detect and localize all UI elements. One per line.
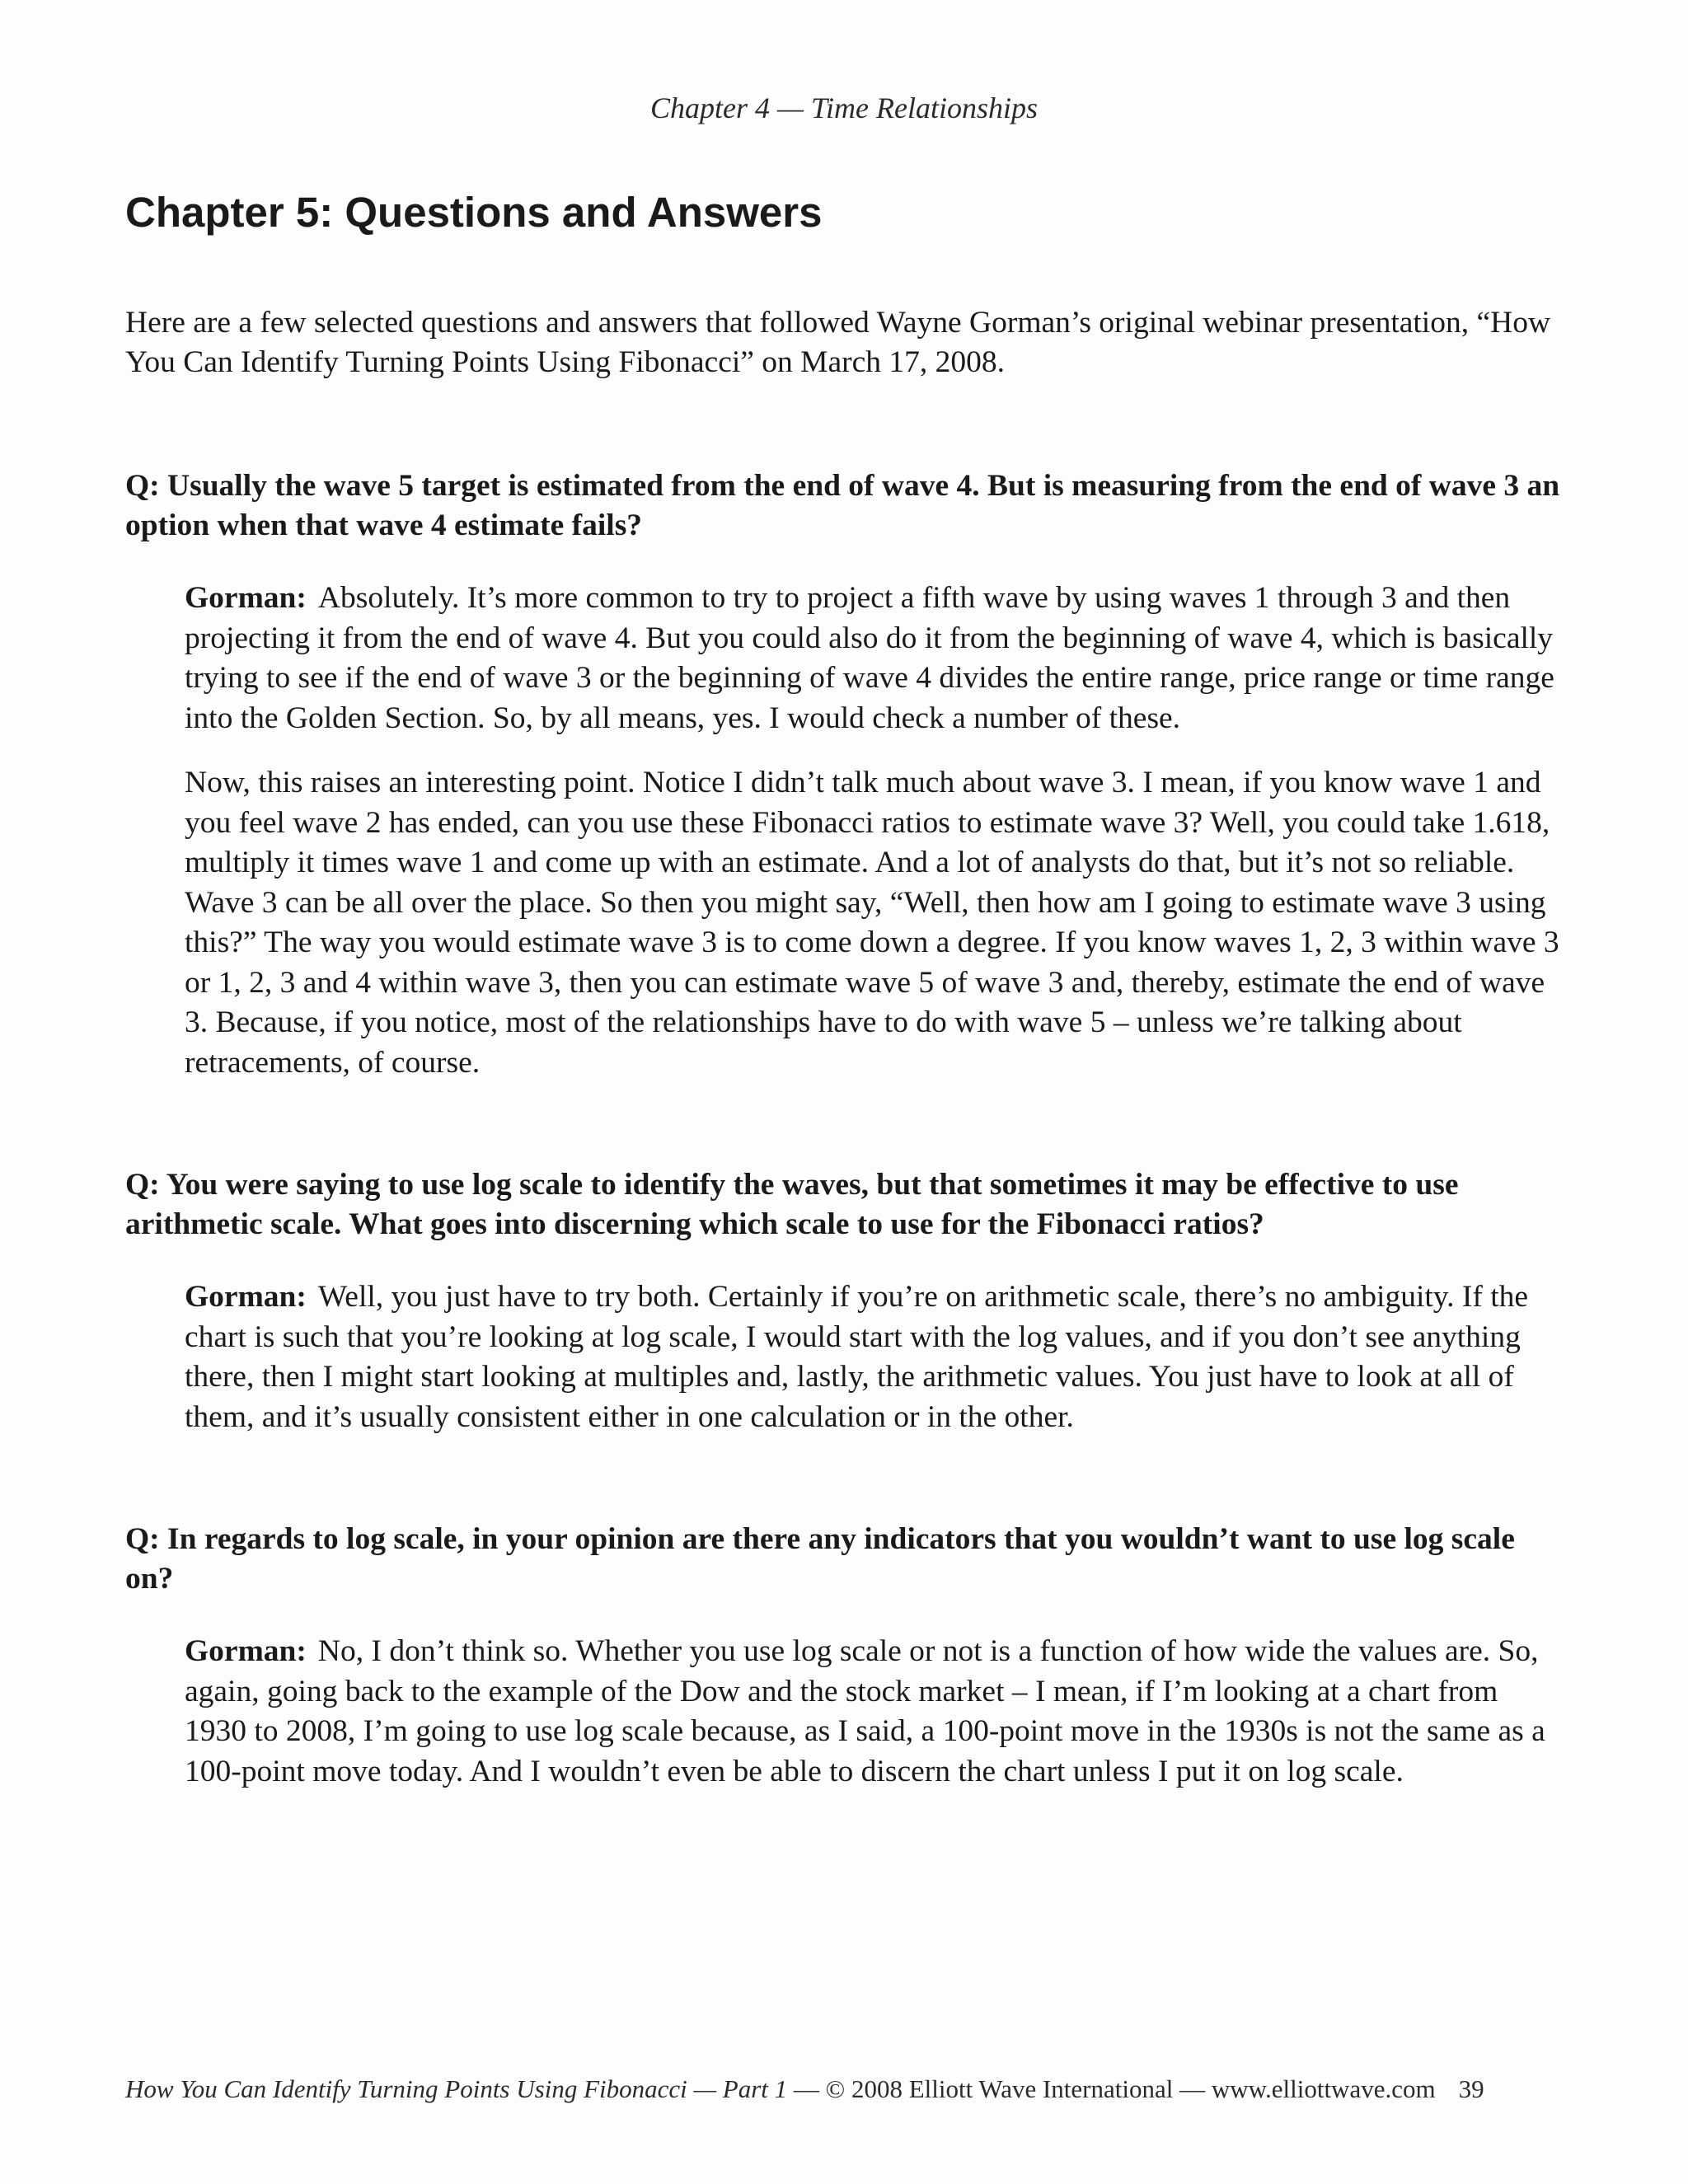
answer-text: Absolutely. It’s more common to try to project a fifth wave by using waves 1 through 3 and then projecting it from the end of wave 4. But you could also do it from the beginning of wave 4, which is basically trying to see if the end of wave 3 or the beginning of wave 4 divides the entire range, price range or time range into the Golden Section. So, by all means, yes. I would check a number of these. (185, 581, 1554, 735)
question-3: Q: In regards to log scale, in your opinion are there any indicators that you wouldn’t want to use log scale on? (125, 1522, 1515, 1596)
footer-publication-title: How You Can Identify Turning Points Using Fibonacci — Part 1 (125, 2074, 788, 2103)
qa-item-2 (125, 1165, 1565, 1437)
answer-3-paragraph-1 (185, 1632, 1565, 1792)
speaker-label: Gorman: (185, 1634, 307, 1668)
page-number: 39 (1458, 2074, 1484, 2103)
page-footer (125, 2074, 1565, 2104)
speaker-label: Gorman: (185, 581, 307, 615)
qa-item-3 (125, 1520, 1565, 1792)
answer-text: No, I don’t think so. Whether you use log scale or not is a function of how wide the values are. So, again, going back to the example of the Dow and the stock market – I mean, if I’m looking at a chart from 1930 to 2008, I’m going to use log scale because, as I said, a 100-point move in the 1930s is not the same as a 100-point move today. And I wouldn’t even be able to discern the chart unless I put it on log scale. (185, 1634, 1545, 1788)
question-1: Q: Usually the wave 5 target is estimated from the end of wave 4. But is measuring from the end of wave 3 an option when that wave 4 estimate fails? (125, 469, 1560, 542)
question-2: Q: You were saying to use log scale to identify the waves, but that sometimes it may be effective to use arithmetic scale. What goes into discerning which scale to use for the Fibonacci ratios? (125, 1168, 1459, 1241)
footer-separator: — (787, 2074, 826, 2103)
footer-copyright: © 2008 Elliott Wave International — www.elliottwave.com (825, 2074, 1436, 2103)
answer-1-paragraph-1 (185, 579, 1565, 738)
intro-paragraph: Here are a few selected questions and answers that followed Wayne Gorman’s original webinar presentation, “How You Can Identify Turning Points Using Fibonacci” on March 17, 2008. (125, 306, 1551, 379)
qa-item-1 (125, 466, 1565, 1083)
main-content (125, 303, 1565, 1816)
speaker-label: Gorman: (185, 1280, 307, 1314)
answer-text: Well, you just have to try both. Certainly if you’re on arithmetic scale, there’s no ambiguity. If the chart is such that you’re looking at log scale, I would start with the log values, and if you don’t see anything there, then I might start looking at multiples and, lastly, the arithmetic values. You just have to look at all of them, and it’s usually consistent either in one calculation or in the other. (185, 1280, 1529, 1434)
answer-2-paragraph-1 (185, 1277, 1565, 1437)
answer-1-paragraph-2: Now, this raises an interesting point. Notice I didn’t talk much about wave 3. I mean, if you know wave 1 and you feel wave 2 has ended, can you use these Fibonacci ratios to estimate wave 3? Well, you could take 1.618, multiply it times wave 1 and come up with an estimate. And a lot of analysts do that, but it’s not so reliable. Wave 3 can be all over the place. So then you might say, “Well, then how am I going to estimate wave 3 using this?” The way you would estimate wave 3 is to come down a degree. If you know waves 1, 2, 3 within wave 3 or 1, 2, 3 and 4 within wave 3, then you can estimate wave 5 of wave 3 and, thereby, estimate the end of wave 3. Because, if you notice, most of the relationships have to do with wave 5 – unless we’re talking about retracements, of course. (185, 766, 1559, 1080)
chapter-title: Chapter 5: Questions and Answers (125, 189, 823, 236)
running-header: Chapter 4 — Time Relationships (649, 91, 1039, 124)
